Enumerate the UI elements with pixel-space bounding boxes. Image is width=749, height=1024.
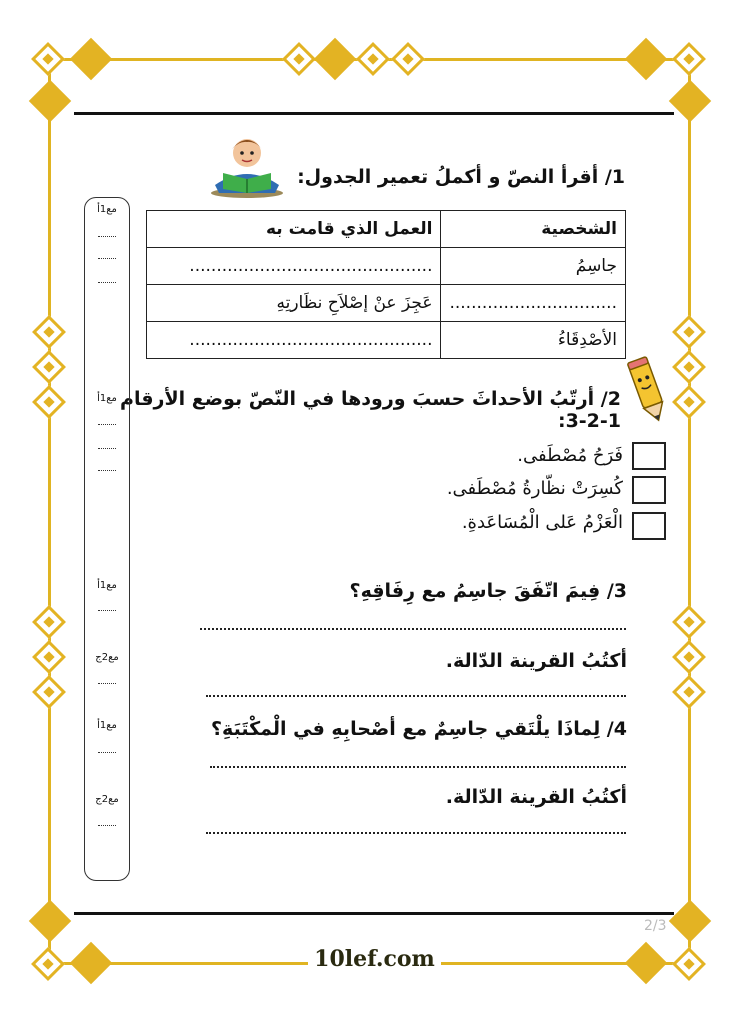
table-row <box>147 285 626 322</box>
table-cell-blank[interactable]: ............................................. <box>147 322 441 359</box>
mark-blank[interactable] <box>98 236 116 237</box>
marks-panel <box>84 197 130 881</box>
mark-blank[interactable] <box>98 752 116 753</box>
footer-text: 10lef.com <box>308 946 441 972</box>
order-box-1[interactable] <box>632 442 666 470</box>
frame-diamond-icon <box>672 42 706 76</box>
frame-left-line <box>48 60 51 964</box>
order-box-3[interactable] <box>632 512 666 540</box>
mark-blank[interactable] <box>98 258 116 259</box>
frame-diamond-icon <box>672 605 706 639</box>
frame-diamond-icon <box>282 42 316 76</box>
table-row <box>147 322 626 359</box>
answer-line[interactable] <box>210 766 626 768</box>
mark-blank[interactable] <box>98 448 116 449</box>
table-header-row <box>147 211 626 248</box>
frame-diamond-icon <box>669 900 711 942</box>
q3-title: 3/ فِيمَ اتّفَقَ جاسِمُ مع رِفَاقِهِ؟ <box>349 580 627 602</box>
frame-diamond-icon <box>32 350 66 384</box>
table-row <box>147 248 626 285</box>
answer-line[interactable] <box>206 832 626 834</box>
frame-diamond-icon <box>672 350 706 384</box>
q4-sub: أكتُبُ القرينة الدّالة. <box>445 786 627 808</box>
mark-blank[interactable] <box>98 282 116 283</box>
table-cell-blank[interactable]: ............................... <box>441 285 626 322</box>
mark-label: مع1أ <box>97 204 117 215</box>
frame-diamond-icon <box>314 38 356 80</box>
mark-label: مع2ج <box>95 652 119 663</box>
frame-diamond-icon <box>672 315 706 349</box>
frame-diamond-icon <box>32 640 66 674</box>
mark-blank[interactable] <box>98 424 116 425</box>
frame-diamond-icon <box>625 38 667 80</box>
frame-diamond-icon <box>32 605 66 639</box>
order-box-2[interactable] <box>632 476 666 504</box>
table-cell: عَجِزَ عنْ إصْلاَحِ نظَارتِهِ <box>147 285 441 322</box>
q2-item: الْعَزْمُ عَلى الْمُسَاعَدةِ. <box>461 512 623 533</box>
table-cell-blank[interactable]: ............................................. <box>147 248 441 285</box>
q2-title: 2/ أرتّبُ الأحداثَ حسبَ ورودها في النّصّ بوضع الأرقام <box>120 388 621 410</box>
table-header-cell: الشخصية <box>441 211 626 248</box>
frame-diamond-icon <box>32 315 66 349</box>
frame-diamond-icon <box>672 675 706 709</box>
frame-diamond-icon <box>29 900 71 942</box>
frame-diamond-icon <box>31 42 65 76</box>
top-rule <box>74 112 674 115</box>
q2-item: فَرَحُ مُصْطَفى. <box>517 445 623 466</box>
frame-right-line <box>688 60 691 964</box>
page-number: 2/3 <box>644 918 667 934</box>
mark-label: مع2ج <box>95 794 119 805</box>
mark-label: مع1أ <box>97 580 117 591</box>
q2-title-numbers: 3-2-1: <box>557 410 621 432</box>
frame-diamond-icon <box>672 385 706 419</box>
answer-line[interactable] <box>200 628 626 630</box>
table-header-cell: العمل الذي قامت به <box>147 211 441 248</box>
frame-diamond-icon <box>32 675 66 709</box>
reading-boy-icon <box>205 133 289 199</box>
table-cell: جاسِمُ <box>441 248 626 285</box>
frame-diamond-icon <box>669 80 711 122</box>
q1-title: 1/ أقرأ النصّ و أكملُ تعمير الجدول: <box>297 166 625 188</box>
q4-title: 4/ لِماذَا يلْتَقي جاسِمٌ مع أصْحابِهِ في الْمكْتَبَةِ؟ <box>211 718 627 740</box>
footer-site <box>0 946 749 972</box>
mark-label: مع1أ <box>97 720 117 731</box>
bottom-rule <box>74 912 674 915</box>
table-cell: الأصْدِقَاءُ <box>441 322 626 359</box>
frame-diamond-icon <box>391 42 425 76</box>
q1-table <box>146 210 626 359</box>
frame-diamond-icon <box>32 385 66 419</box>
frame-diamond-icon <box>70 38 112 80</box>
mark-blank[interactable] <box>98 825 116 826</box>
frame-diamond-icon <box>356 42 390 76</box>
frame-diamond-icon <box>29 80 71 122</box>
frame-diamond-icon <box>672 640 706 674</box>
mark-label: مع1أ <box>97 393 117 404</box>
mark-blank[interactable] <box>98 470 116 471</box>
answer-line[interactable] <box>206 695 626 697</box>
q3-sub: أكتُبُ القرينة الدّالة. <box>445 650 627 672</box>
pencil-icon <box>624 356 672 426</box>
q2-item: كُسِرَتْ نظّارةُ مُصْطَفى. <box>446 478 623 499</box>
mark-blank[interactable] <box>98 683 116 684</box>
mark-blank[interactable] <box>98 610 116 611</box>
